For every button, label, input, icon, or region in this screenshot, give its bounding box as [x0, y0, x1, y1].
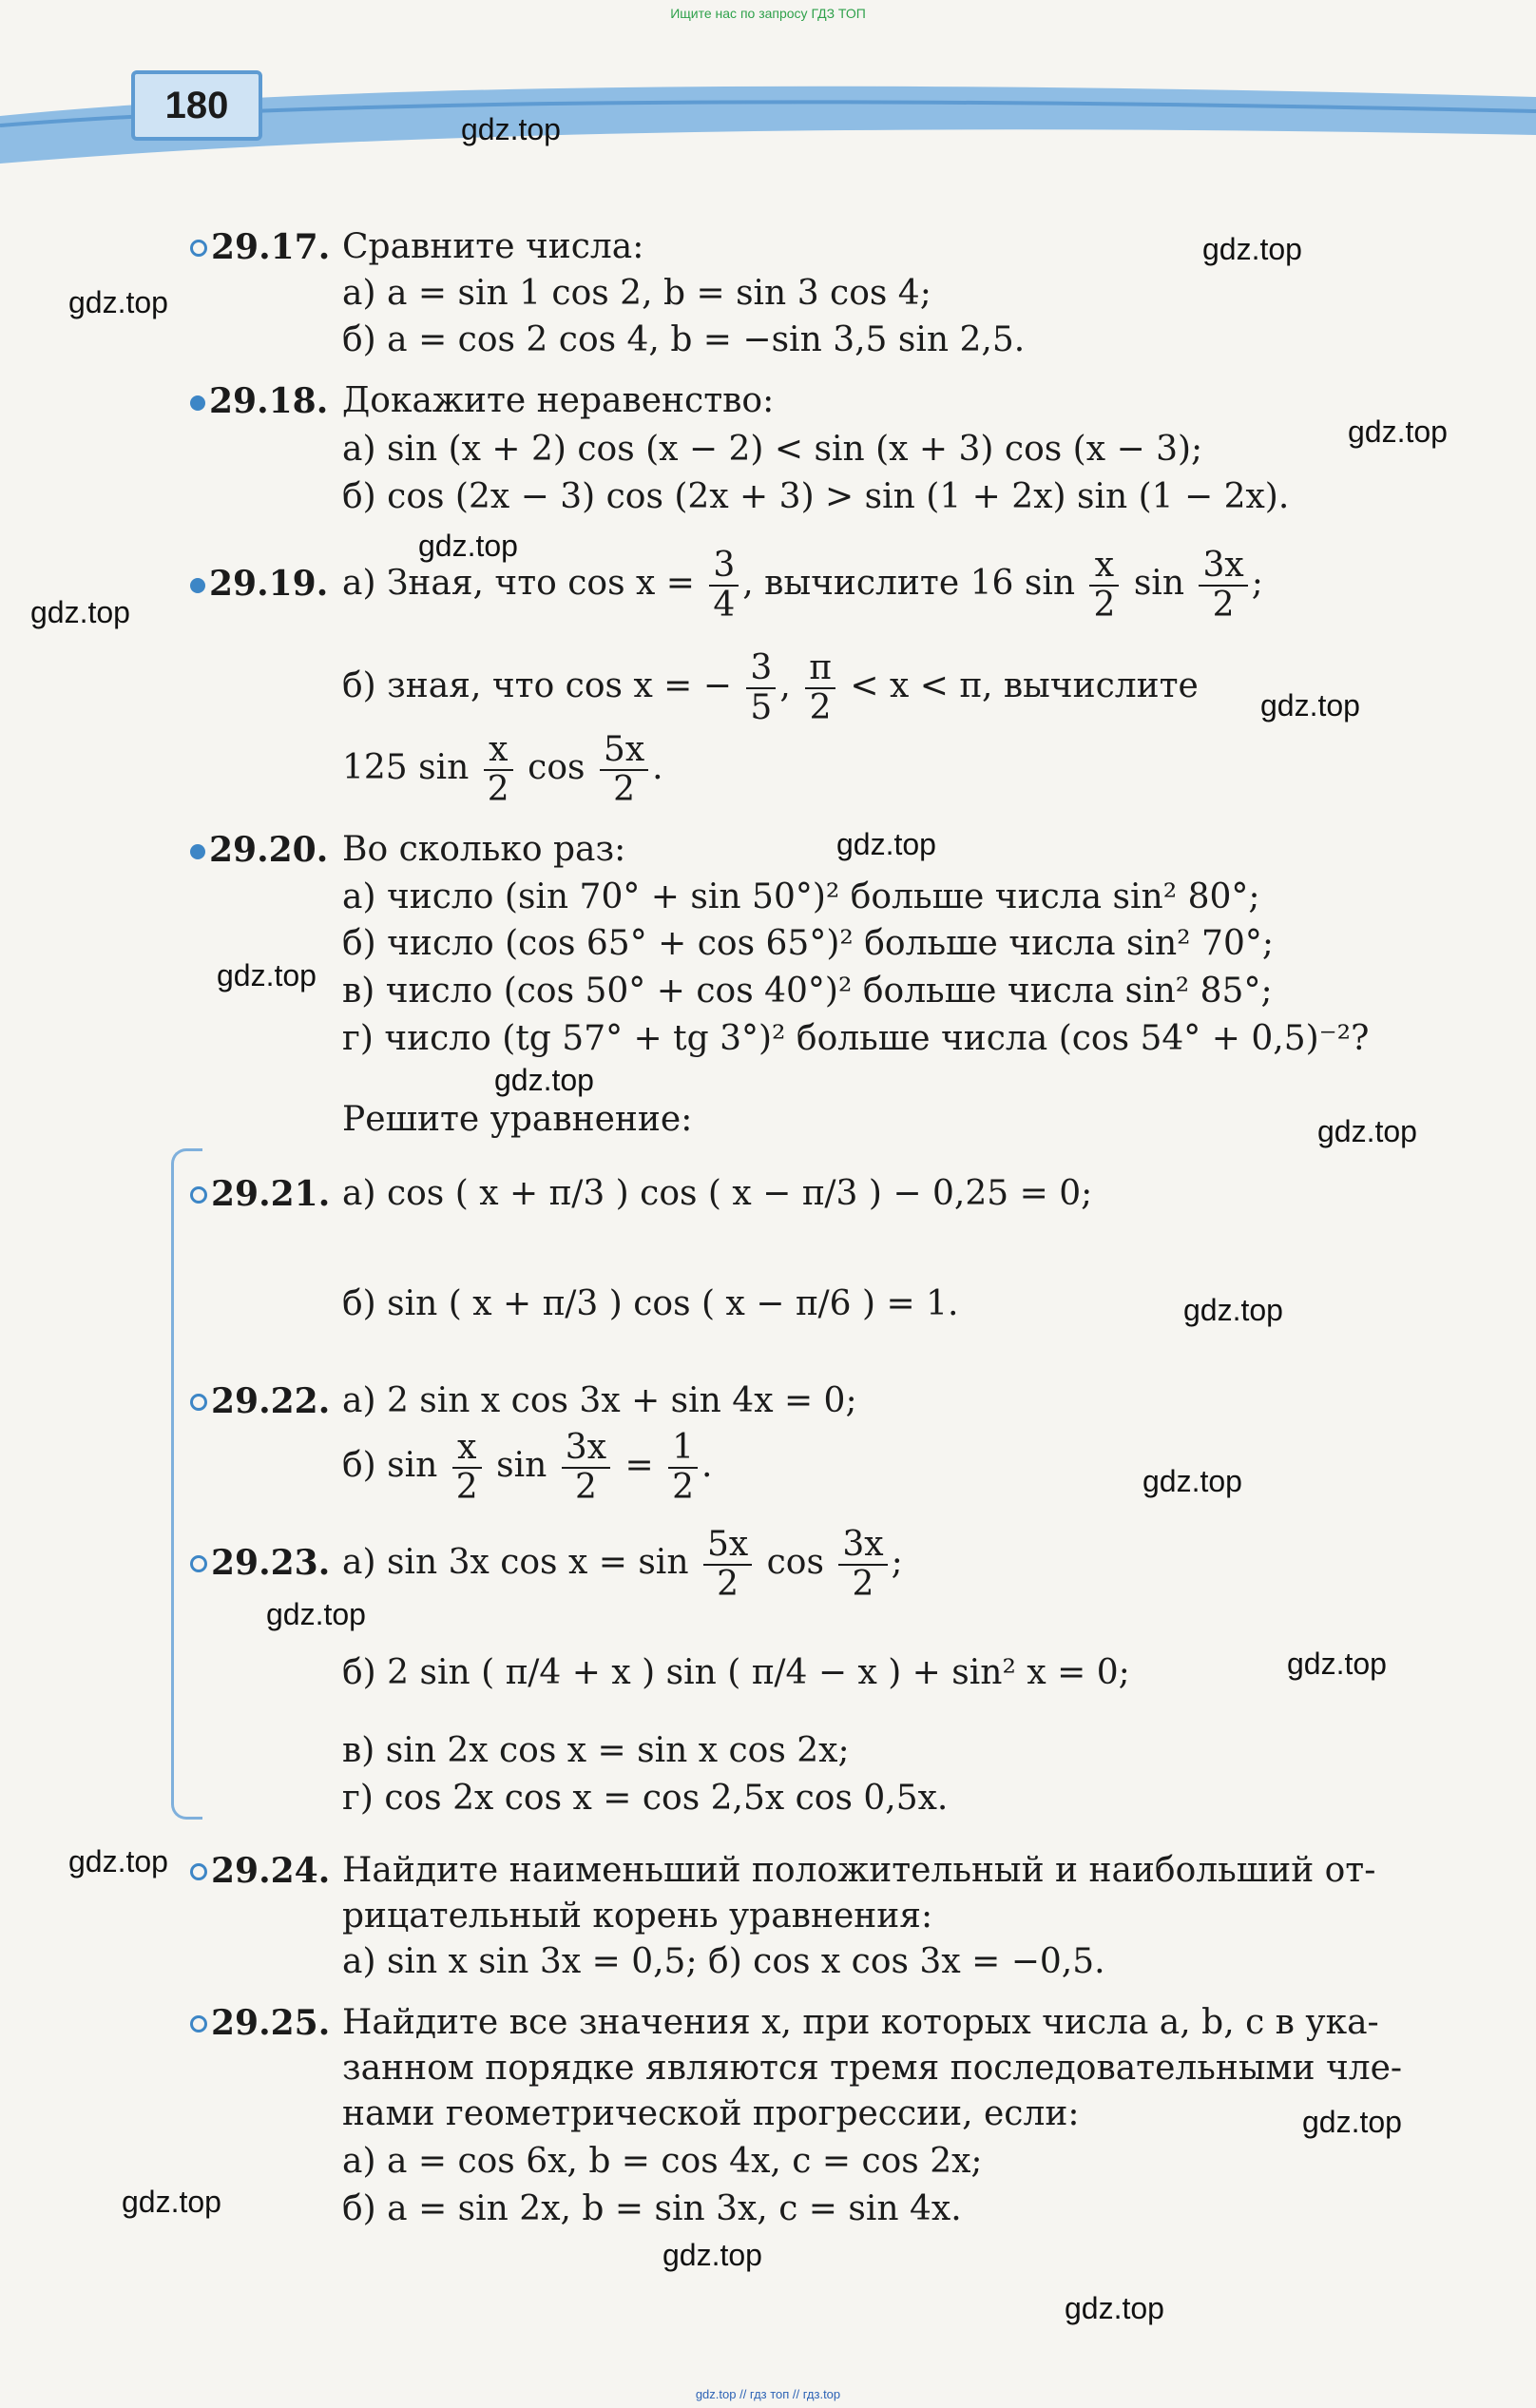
- watermark: gdz.top: [836, 827, 936, 861]
- watermark: gdz.top: [1348, 414, 1448, 449]
- top-note: Ищите нас по запросу ГДЗ ТОП: [670, 6, 866, 21]
- watermark: gdz.top: [662, 2238, 762, 2272]
- problem-part: б) cos (2x − 3) cos (2x + 3) > sin (1 + 2x) sin (1 − 2x).: [342, 477, 1290, 516]
- watermark: gdz.top: [1302, 2105, 1402, 2139]
- watermark: gdz.top: [461, 112, 561, 146]
- problem-number: 29.24.: [190, 1850, 330, 1892]
- watermark: gdz.top: [494, 1063, 594, 1097]
- watermark: gdz.top: [1317, 1114, 1417, 1148]
- fraction: $\frac{5x}{2}$: [600, 731, 648, 809]
- problem-part: б) sin ( x + π/3 ) cos ( x − π/6 ) = 1.: [342, 1284, 959, 1323]
- fraction: $\frac{3x}{2}$: [838, 1526, 887, 1604]
- circle-icon: [190, 1555, 207, 1572]
- problem-part: б) sin $\frac{x}{2}$ sin $\frac{3x}{2}$ = $\frac{1}{2}$ .: [342, 1428, 713, 1507]
- problem-part: б) число (cos 65° + cos 65°)² больше числа sin² 70°;: [342, 924, 1274, 963]
- problem-part: а) 2 sin x cos 3x + sin 4x = 0;: [342, 1381, 857, 1420]
- problem-part: а) sin 3x cos x = sin $\frac{5x}{2}$ cos $\frac{3x}{2}$ ;: [342, 1525, 903, 1604]
- problem-part: г) cos 2x cos x = cos 2,5x cos 0,5x.: [342, 1779, 949, 1818]
- problem-text: Найдите наименьший положительный и наибольший от-: [342, 1851, 1376, 1890]
- watermark: gdz.top: [266, 1597, 366, 1631]
- watermark: gdz.top: [68, 285, 168, 319]
- watermark: gdz.top: [418, 529, 518, 563]
- problem-number: 29.25.: [190, 2002, 330, 2044]
- problem-part: в) sin 2x cos x = sin x cos 2x;: [342, 1731, 850, 1770]
- problem-part: а) число (sin 70° + sin 50°)² больше числа sin² 80°;: [342, 877, 1260, 916]
- problem-number: 29.19.: [190, 563, 328, 605]
- fraction: $\frac{3}{5}$: [746, 649, 776, 727]
- problem-part: в) число (cos 50° + cos 40°)² больше числа sin² 85°;: [342, 972, 1273, 1011]
- problem-part: б) a = cos 2 cos 4, b = −sin 3,5 sin 2,5.: [342, 320, 1026, 359]
- problem-text: Найдите все значения x, при которых числа a, b, c в ука-: [342, 2003, 1379, 2042]
- fraction: $\frac{\pi}{2}$: [805, 649, 835, 727]
- fraction: $\frac{x}{2}$: [452, 1429, 482, 1507]
- watermark: gdz.top: [1202, 232, 1302, 266]
- problem-number: 29.21.: [190, 1173, 330, 1215]
- problem-text: нами геометрической прогрессии, если:: [342, 2094, 1080, 2133]
- bottom-note: gdz.top // гдз топ // гдз.top: [695, 2387, 841, 2401]
- problem-part: 125 sin $\frac{x}{2}$ cos $\frac{5x}{2}$ .: [342, 730, 663, 809]
- problem-text: рицательный корень уравнения:: [342, 1897, 933, 1936]
- problem-part: г) число (tg 57° + tg 3°)² больше числа (cos 54° + 0,5)⁻²?: [342, 1019, 1370, 1058]
- watermark: gdz.top: [1260, 688, 1360, 722]
- watermark: gdz.top: [217, 958, 317, 992]
- fraction: $\frac{1}{2}$: [668, 1429, 698, 1507]
- section-heading: Решите уравнение:: [342, 1100, 693, 1139]
- problem-part: а) sin x sin 3x = 0,5; б) cos x cos 3x = −0,5.: [342, 1942, 1105, 1981]
- problem-number: 29.20.: [190, 829, 328, 871]
- problem-part: б) зная, что cos x = − $\frac{3}{5}$ , $\frac{\pi}{2}$ < x < π, вычислите: [342, 648, 1199, 727]
- page-number: 180: [131, 70, 262, 141]
- watermark: gdz.top: [68, 1844, 168, 1878]
- problem-number: 29.18.: [190, 380, 328, 422]
- filled-circle-icon: [190, 578, 205, 593]
- problem-part: а) cos ( x + π/3 ) cos ( x − π/3 ) − 0,25 = 0;: [342, 1174, 1093, 1213]
- problem-text: занном порядке являются тремя последовательными чле-: [342, 2049, 1403, 2088]
- problem-number: 29.22.: [190, 1380, 330, 1422]
- filled-circle-icon: [190, 395, 205, 411]
- circle-icon: [190, 1863, 207, 1880]
- watermark: gdz.top: [1183, 1293, 1283, 1327]
- problem-part: а) sin (x + 2) cos (x − 2) < sin (x + 3) cos (x − 3);: [342, 430, 1203, 469]
- watermark: gdz.top: [1142, 1464, 1242, 1498]
- watermark: gdz.top: [122, 2185, 221, 2219]
- fraction: $\frac{3x}{2}$: [1199, 547, 1247, 625]
- fraction: $\frac{3x}{2}$: [562, 1429, 610, 1507]
- problem-part: б) 2 sin ( π/4 + x ) sin ( π/4 − x ) + sin² x = 0;: [342, 1653, 1130, 1692]
- problem-number: 29.23.: [190, 1542, 330, 1584]
- problem-title: Сравните числа:: [342, 227, 644, 266]
- filled-circle-icon: [190, 844, 205, 859]
- problem-title: Во сколько раз:: [342, 830, 626, 869]
- fraction: $\frac{5x}{2}$: [703, 1526, 752, 1604]
- fraction: $\frac{x}{2}$: [1089, 547, 1119, 625]
- problem-title: Докажите неравенство:: [342, 381, 775, 420]
- watermark: gdz.top: [1065, 2291, 1164, 2325]
- watermark: gdz.top: [1287, 1647, 1387, 1681]
- problem-part: б) a = sin 2x, b = sin 3x, c = sin 4x.: [342, 2189, 962, 2228]
- circle-icon: [190, 2015, 207, 2032]
- problem-part: а) a = sin 1 cos 2, b = sin 3 cos 4;: [342, 274, 931, 313]
- problem-part: а) a = cos 6x, b = cos 4x, c = cos 2x;: [342, 2142, 983, 2181]
- watermark: gdz.top: [30, 595, 130, 629]
- circle-icon: [190, 240, 207, 257]
- problem-part: а) Зная, что cos x = $\frac{3}{4}$ , вычислите 16 sin $\frac{x}{2}$ sin $\frac{3x}{2}$ ;: [342, 546, 1263, 625]
- fraction: $\frac{x}{2}$: [484, 731, 513, 809]
- circle-icon: [190, 1186, 207, 1204]
- group-bracket: [171, 1148, 202, 1820]
- circle-icon: [190, 1394, 207, 1411]
- problem-number: 29.17.: [190, 226, 330, 268]
- bleed-through-text: [855, 228, 866, 266]
- fraction: $\frac{3}{4}$: [709, 547, 739, 625]
